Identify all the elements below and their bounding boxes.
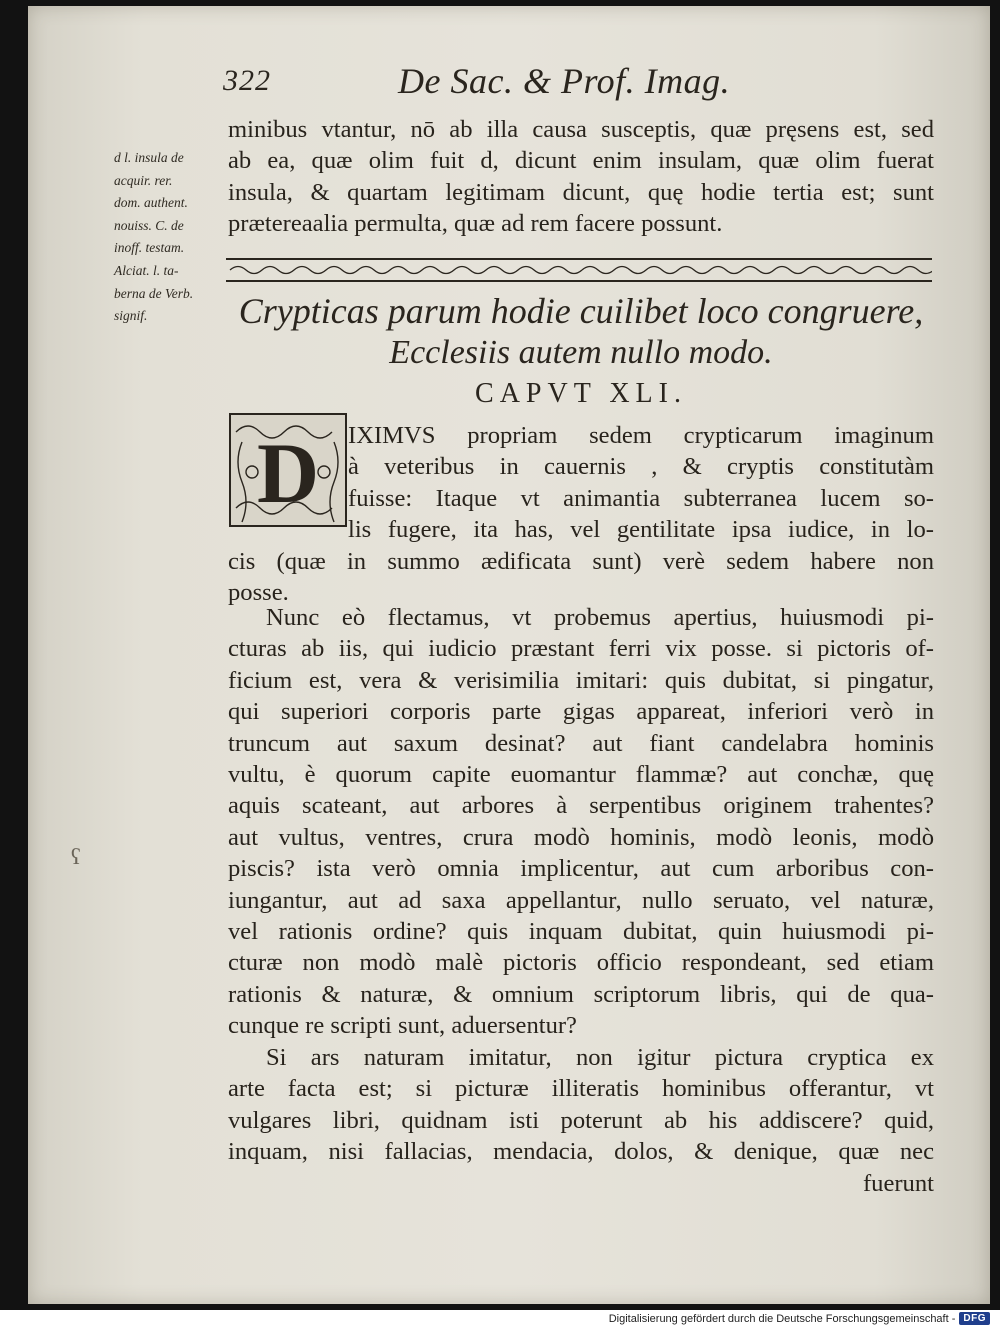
text-line: IXIMVS propriam sedem crypticarum imaginum bbox=[348, 422, 934, 449]
top-text bbox=[228, 114, 934, 240]
stray-mark: ʕ bbox=[71, 844, 81, 869]
initial-letter: D bbox=[256, 425, 320, 521]
text-line: posse. bbox=[228, 579, 289, 607]
text-line: aut vultus, ventres, crura modò hominis, modò leonis, modò bbox=[228, 823, 934, 851]
text-line: Si ars naturam imitatur, non igitur pictura cryptica ex bbox=[266, 1044, 934, 1071]
catchword: fuerunt bbox=[862, 1169, 934, 1197]
text-line: iungantur, aut ad saxa appellantur, nullo seruato, vel naturæ, bbox=[228, 886, 934, 914]
text-line: cunque re scripti sunt, aduersentur? bbox=[228, 1012, 577, 1040]
chapter-heading-line: Crypticas parum hodie cuilibet loco congruere, bbox=[238, 291, 924, 331]
text-line: vultu, è quorum capite euomantur flammæ? aut conchæ, quę bbox=[228, 761, 934, 789]
text-line: ficium est, vera & verisimilia imitari: quis dubitat, si pingatur, bbox=[228, 666, 934, 694]
ornamental-rule bbox=[226, 256, 932, 284]
text-line: qui superiori corporis parte gigas appareat, inferiori verò in bbox=[228, 698, 934, 726]
marginal-note-line: acquir. rer. bbox=[114, 172, 173, 188]
text-line: cis (quæ in summo ædificata sunt) verè sedem habere non bbox=[228, 547, 934, 575]
marginal-note-line: berna de Verb. bbox=[114, 285, 194, 301]
text-line: cturæ non modò malè pictoris officio respondeant, sed etiam bbox=[228, 949, 934, 977]
text-line: aquis scateant, aut arbores à serpentibus originem trahentes? bbox=[228, 792, 934, 820]
marginal-note-line: signif. bbox=[114, 308, 148, 324]
text-line: à veteribus in cauernis , & cryptis constitutàm bbox=[348, 453, 934, 481]
text-line: lis fugere, ita has, vel gentilitate ipsa iudice, in lo- bbox=[348, 516, 934, 544]
dfg-logo: DFG bbox=[959, 1312, 990, 1325]
marginal-note-line: d l. insula de bbox=[114, 150, 184, 165]
text-line: inquam, nisi fallacias, mendacia, dolos, & denique, quæ nec bbox=[228, 1138, 934, 1166]
text-line: ab ea, quæ olim fuit d, dicunt enim insulam, quæ olim fuerat bbox=[228, 147, 934, 175]
text-line: insula, & quartam legitimam dicunt, quę hodie tertia est; sunt bbox=[228, 178, 934, 206]
book-page bbox=[28, 6, 990, 1304]
text-line: Nunc eò flectamus, vt probemus apertius, huiusmodi pi- bbox=[266, 604, 934, 631]
paragraph-2 bbox=[228, 602, 934, 1042]
paragraph-3 bbox=[228, 1042, 934, 1199]
text-line: minibus vtantur, nō ab illa causa susceptis, quæ pręsens est, sed bbox=[228, 116, 934, 143]
text-line: prætereaalia permulta, quæ ad rem facere possunt. bbox=[228, 210, 723, 238]
marginal-note-line: dom. authent. bbox=[114, 195, 188, 211]
text-line: fuisse: Itaque vt animantia subterranea lucem so- bbox=[348, 484, 934, 512]
chapter-heading-line: Ecclesiis autem nullo modo. bbox=[389, 334, 773, 371]
page-number: 322 bbox=[223, 64, 271, 97]
footer-credit bbox=[609, 1312, 990, 1325]
opening-paragraph bbox=[228, 420, 934, 608]
text-line: vel rationis ordine? quis inquam dubitat, quin huiusmodi pi- bbox=[228, 918, 934, 946]
text-line: piscis? ista verò omnia implicentur, aut cum arboribus con- bbox=[228, 855, 934, 883]
text-line: cturas ab iis, qui iudicio præstant ferri vix posse. si pictoris of- bbox=[228, 635, 934, 663]
text-line: arte facta est; si picturæ illiteratis hominibus offerantur, vt bbox=[228, 1075, 934, 1103]
text-line: rationis & naturæ, & omnium scriptorum libris, qui de qua- bbox=[228, 980, 934, 1008]
chapter-heading bbox=[228, 290, 934, 374]
running-head bbox=[223, 60, 923, 110]
marginal-note-line: nouiss. C. de bbox=[114, 217, 184, 233]
marginal-note-line: Alciat. l. ta- bbox=[114, 262, 179, 278]
chapter-number: CAPVT XLI. bbox=[475, 378, 687, 409]
marginal-note-line: inoff. testam. bbox=[114, 240, 185, 256]
marginal-note bbox=[114, 147, 232, 328]
text-line: vulgares libri, quidnam isti poterunt ab his addiscere? quid, bbox=[228, 1106, 934, 1134]
text-line: truncum aut saxum desinat? aut fiant candelabra hominis bbox=[228, 729, 934, 757]
running-title: De Sac. & Prof. Imag. bbox=[398, 61, 731, 101]
footer-credit-text: Digitalisierung gefördert durch die Deutsche Forschungsgemeinschaft - bbox=[608, 1312, 956, 1325]
